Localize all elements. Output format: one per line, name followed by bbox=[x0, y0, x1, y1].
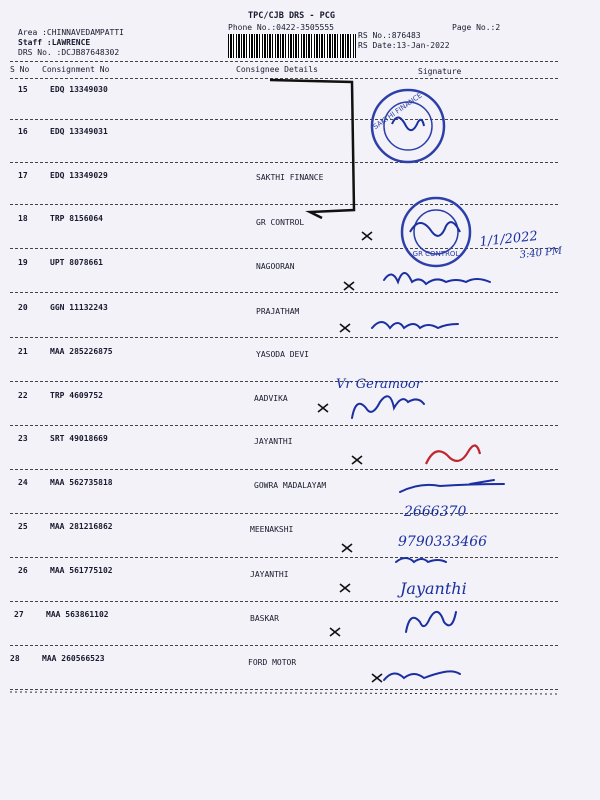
row-consignment: EDQ 13349030 bbox=[50, 85, 108, 94]
row-divider bbox=[10, 119, 558, 120]
x-marks bbox=[318, 232, 382, 682]
row-consignment: MAA 561775102 bbox=[50, 566, 113, 575]
row-divider bbox=[10, 248, 558, 249]
signature-row20 bbox=[372, 322, 458, 328]
row-divider bbox=[10, 601, 558, 602]
signature-row27 bbox=[406, 612, 456, 632]
row-consignment: EDQ 13349031 bbox=[50, 127, 108, 136]
row-consignment: TRP 4609752 bbox=[50, 391, 103, 400]
bottom-divider bbox=[10, 692, 560, 694]
row-sno: 23 bbox=[18, 434, 28, 443]
handwritten-phone: 2666370 bbox=[404, 504, 467, 520]
col-signature: Signature bbox=[418, 67, 462, 76]
rs-number: RS No.:876483 bbox=[358, 31, 421, 40]
row-divider bbox=[10, 645, 558, 646]
col-sno: S No bbox=[10, 65, 30, 74]
row-sno: 19 bbox=[18, 258, 28, 267]
divider bbox=[10, 61, 558, 62]
row-divider bbox=[10, 469, 558, 470]
signature-row24 bbox=[400, 480, 504, 492]
row-consignee: YASODA DEVI bbox=[256, 350, 309, 359]
rs-date: RS Date:13-Jan-2022 bbox=[358, 41, 450, 50]
row-consignee: JAYANTHI bbox=[254, 437, 293, 446]
row-divider bbox=[10, 292, 558, 293]
stamp-text: SAKTHI FINANCE bbox=[371, 91, 424, 132]
company-stamp bbox=[372, 90, 444, 162]
row-consignment: MAA 281216862 bbox=[50, 522, 113, 531]
row-consignee: JAYANTHI bbox=[250, 570, 289, 579]
row-sno: 26 bbox=[18, 566, 28, 575]
row-sno: 18 bbox=[18, 214, 28, 223]
page-number: Page No.:2 bbox=[452, 23, 501, 32]
barcode bbox=[228, 34, 356, 58]
row-consignee: BASKAR bbox=[250, 614, 279, 623]
staff-label: Staff :LAWRENCE bbox=[18, 38, 91, 47]
row-consignment: TRP 8156064 bbox=[50, 214, 103, 223]
row-consignment: GGN 11132243 bbox=[50, 303, 108, 312]
row-consignment: UPT 8078661 bbox=[50, 258, 103, 267]
row-sno: 17 bbox=[18, 171, 28, 180]
row-consignee: PRAJATHAM bbox=[256, 307, 300, 316]
row-consignment: EDQ 13349029 bbox=[50, 171, 108, 180]
row-consignment: SRT 49018669 bbox=[50, 434, 108, 443]
row-consignment: MAA 563861102 bbox=[46, 610, 109, 619]
row-sno: 28 bbox=[10, 654, 20, 663]
handwritten-date: 1/1/2022 bbox=[478, 228, 539, 250]
row-consignee: FORD MOTOR bbox=[248, 658, 297, 667]
row-divider bbox=[10, 513, 558, 514]
col-consignee: Consignee Details bbox=[236, 65, 318, 74]
row-sno: 27 bbox=[14, 610, 24, 619]
row-divider bbox=[10, 557, 558, 558]
row-consignee: AADVIKA bbox=[254, 394, 288, 403]
row-divider bbox=[10, 204, 558, 205]
row-sno: 15 bbox=[18, 85, 28, 94]
doc-title: TPC/CJB DRS - PCG bbox=[248, 11, 335, 21]
row-consignee: SAKTHI FINANCE bbox=[256, 173, 324, 182]
handwritten-time: 3:40 PM bbox=[519, 245, 563, 261]
bracket-mark bbox=[270, 80, 354, 218]
col-consignment: Consignment No bbox=[42, 65, 110, 74]
red-signature bbox=[426, 445, 480, 464]
row-sno: 25 bbox=[18, 522, 28, 531]
row-consignee: NAGOORAN bbox=[256, 262, 295, 271]
row-sno: 24 bbox=[18, 478, 28, 487]
row-divider bbox=[10, 381, 558, 382]
signature-row28 bbox=[384, 671, 460, 680]
signature-row19 bbox=[384, 273, 490, 284]
handwritten-phone-2: 9790333466 bbox=[398, 534, 488, 550]
row-sno: 21 bbox=[18, 347, 28, 356]
area-label: Area :CHINNAVEDAMPATTI bbox=[18, 28, 124, 37]
row-consignee: GOWRA MADALAYAM bbox=[254, 481, 327, 490]
phone-number: Phone No.:0422-3505555 bbox=[228, 23, 334, 32]
drs-number: DRS No. :DCJB87648302 bbox=[18, 48, 120, 57]
signature-row22 bbox=[352, 396, 424, 418]
row-consignment: MAA 285226875 bbox=[50, 347, 113, 356]
row-consignee: GR CONTROL bbox=[256, 218, 305, 227]
row-consignment: MAA 260566523 bbox=[42, 654, 105, 663]
signature-row25 bbox=[396, 558, 446, 562]
row-divider bbox=[10, 425, 558, 426]
row-sno: 16 bbox=[18, 127, 28, 136]
row-sno: 20 bbox=[18, 303, 28, 312]
stamp-text: GR CONTROL bbox=[412, 250, 460, 258]
row-divider bbox=[10, 337, 558, 338]
signature-scribbles bbox=[352, 273, 504, 680]
row-sno: 22 bbox=[18, 391, 28, 400]
row-consignment: MAA 562735818 bbox=[50, 478, 113, 487]
company-stamp-2 bbox=[402, 198, 470, 266]
handwritten-name: Vr Geramoor bbox=[336, 377, 422, 392]
divider bbox=[10, 78, 558, 79]
row-divider bbox=[10, 689, 558, 690]
row-divider bbox=[10, 162, 558, 163]
handwritten-signature-jayanthi: Jayanthi bbox=[400, 579, 467, 598]
row-consignee: MEENAKSHI bbox=[250, 525, 294, 534]
